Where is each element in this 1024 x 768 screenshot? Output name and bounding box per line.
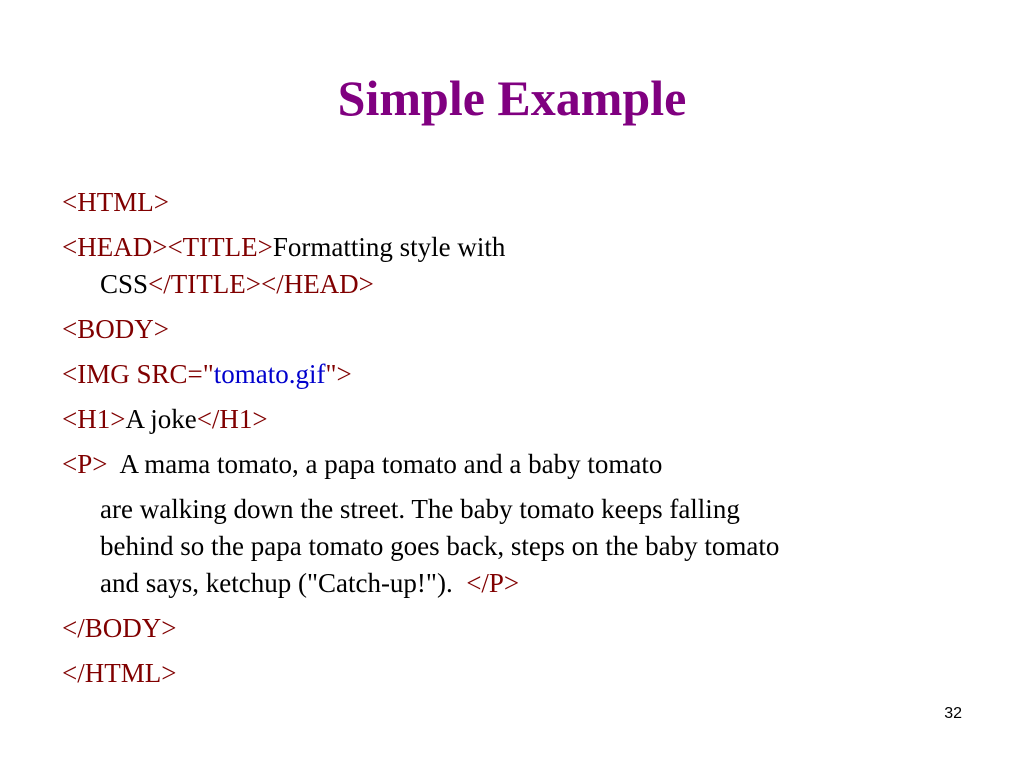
code-line-img bbox=[62, 356, 982, 392]
code-line-p-cont-1 bbox=[62, 491, 982, 527]
tag: </P> bbox=[466, 568, 520, 598]
code-text: A mama tomato, a papa tomato and a baby tomato bbox=[119, 449, 663, 479]
code-line-body-close bbox=[62, 610, 982, 646]
code-line-html-close bbox=[62, 655, 982, 691]
code-text: and says, ketchup ("Catch-up!"). bbox=[100, 568, 453, 598]
tag: <HEAD><TITLE> bbox=[62, 232, 273, 262]
tag: <H1> bbox=[62, 404, 126, 434]
tag: </BODY> bbox=[62, 613, 177, 643]
slide-title: Simple Example bbox=[337, 70, 687, 126]
code-line-p-cont-3 bbox=[62, 565, 982, 601]
code-line-html-open bbox=[62, 184, 982, 220]
tag: </TITLE></HEAD> bbox=[148, 269, 374, 299]
tag: </H1> bbox=[196, 404, 268, 434]
img-src-value: tomato.gif bbox=[213, 359, 326, 389]
code-text: behind so the papa tomato goes back, steps on the baby tomato bbox=[100, 531, 780, 561]
tag: <HTML> bbox=[62, 187, 169, 217]
code-text: CSS bbox=[100, 269, 149, 299]
code-line-p bbox=[62, 446, 982, 482]
code-line-head-cont bbox=[62, 266, 982, 302]
tag: <IMG SRC=" bbox=[62, 359, 214, 389]
code-text: are walking down the street. The baby tomato keeps falling bbox=[100, 494, 740, 524]
page-number: 32 bbox=[944, 705, 962, 722]
code-text: A joke bbox=[125, 404, 197, 434]
tag: </HTML> bbox=[62, 658, 177, 688]
code-line-body-open bbox=[62, 311, 982, 347]
code-line-h1 bbox=[62, 401, 982, 437]
code-text: Formatting style with bbox=[272, 232, 506, 262]
tag: "> bbox=[325, 359, 352, 389]
tag: <BODY> bbox=[62, 314, 169, 344]
tag: <P> bbox=[62, 449, 108, 479]
code-block bbox=[62, 184, 982, 700]
code-line-head bbox=[62, 229, 982, 265]
code-line-p-cont-2 bbox=[62, 528, 982, 564]
